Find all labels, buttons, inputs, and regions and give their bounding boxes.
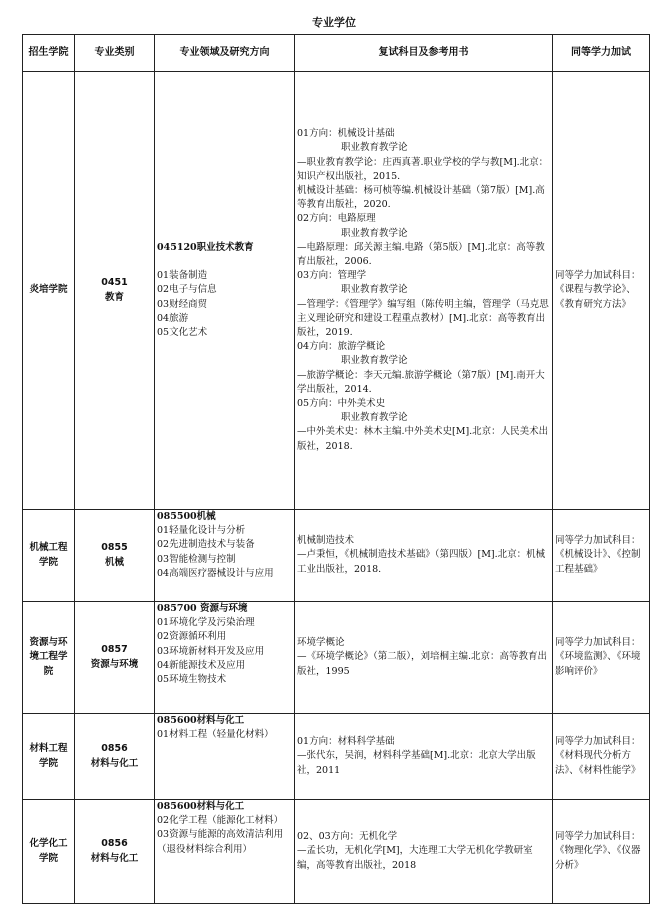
field-cell — [155, 714, 295, 800]
field-item: 03资源与能源的高效清洁利用（退役材料综合利用） — [157, 829, 284, 855]
category-code: 0857 — [101, 644, 128, 656]
college-cell: 化学化工学院 — [23, 800, 75, 904]
field-title: 085600材料与化工 — [157, 801, 245, 812]
book-line: 职业教育教学论 — [341, 355, 408, 367]
book-line: —职业教育教学论：庄西真著.职业学校的学与教[M].北京：知识产权出版社，2015. — [297, 156, 549, 182]
book-line: 环境学概论 — [297, 637, 345, 649]
field-item: 04新能源技术及应用 — [157, 659, 246, 671]
field-item: 03智能检测与控制 — [157, 553, 236, 565]
category-cell — [75, 714, 155, 800]
field-item: 02电子与信息 — [157, 284, 217, 296]
field-item: 01装备制造 — [157, 270, 208, 282]
table-header-row — [23, 35, 650, 72]
category-name: 机械 — [104, 556, 124, 568]
table-row — [23, 510, 650, 602]
category-code: 0856 — [101, 838, 128, 850]
page-title: 专业学位 — [312, 16, 356, 29]
admissions-table — [22, 34, 650, 904]
book-line: —管理学：《管理学》编写组（陈传明主编，管理学（马克思主义理论研究和建设工程重点教材）[M].北京：高等教育出版社，2019. — [297, 298, 549, 338]
table-row — [23, 714, 650, 800]
field-cell — [155, 510, 295, 602]
books-cell — [295, 72, 553, 510]
category-name: 资源与环境 — [90, 658, 139, 670]
field-item: 05环境生物技术 — [157, 674, 227, 686]
field-item: 01材料工程（轻量化材料） — [157, 729, 274, 741]
field-item: 04旅游 — [157, 312, 189, 324]
books-cell — [295, 602, 553, 714]
book-line: 05方向：中外美术史 — [297, 398, 386, 410]
category-name: 材料与化工 — [90, 852, 139, 864]
book-line: 02方向：电路原理 — [297, 213, 376, 225]
category-code: 0451 — [101, 277, 128, 289]
book-line: 职业教育教学论 — [341, 284, 408, 296]
book-line: —孟长功，无机化学[M]，大连理工大学无机化学教研室编，高等教育出版社，2018 — [297, 845, 533, 871]
book-line: —《环境学概论》（第二版），刘培桐主编.北京：高等教育出版社，1995 — [297, 651, 548, 677]
book-line: 01方向：材料科学基础 — [297, 736, 395, 748]
field-item: 02资源循环利用 — [157, 631, 227, 643]
header-books: 复试科目及参考用书 — [295, 35, 553, 72]
book-line: —旅游学概论：李天元编.旅游学概论（第7版）[M].南开大学出版社，2014. — [297, 369, 545, 395]
college-cell: 材料工程学院 — [23, 714, 75, 800]
category-cell — [75, 510, 155, 602]
college-cell: 炎培学院 — [23, 72, 75, 510]
field-item: 02先进制造技术与装备 — [157, 539, 255, 551]
table-row — [23, 72, 650, 510]
field-title: 045120职业技术教育 — [157, 241, 254, 253]
extra-cell: 同等学力加试科目：《机械设计》、《控制工程基础》 — [553, 510, 650, 602]
category-cell — [75, 602, 155, 714]
category-cell — [75, 800, 155, 904]
field-item: 05文化艺术 — [157, 327, 208, 338]
college-cell: 资源与环境工程学院 — [23, 602, 75, 714]
books-cell — [295, 800, 553, 904]
table-row — [23, 602, 650, 714]
field-cell — [155, 602, 295, 714]
book-line: —中外美术史：林木主编.中外美术史[M].北京：人民美术出版社，2018. — [297, 426, 549, 452]
book-line: 04方向：旅游学概论 — [297, 341, 386, 353]
book-line: —电路原理：邱关源主编.电路（第5版）[M].北京：高等教育出版社，2006. — [297, 241, 545, 267]
header-college: 招生学院 — [23, 35, 75, 72]
book-line: 机械制造技术 — [297, 535, 355, 547]
extra-cell: 同等学力加试科目：《材料现代分析方法》、《材料性能学》 — [553, 714, 650, 800]
field-title: 085700 资源与环境 — [157, 603, 248, 614]
header-extra: 同等学力加试 — [553, 35, 650, 72]
field-title: 085600材料与化工 — [157, 715, 245, 726]
book-line: 01方向：机械设计基础 — [297, 128, 395, 140]
field-item: 04高端医疗器械设计与应用 — [157, 567, 274, 579]
book-line: 职业教育教学论 — [341, 227, 408, 239]
header-category: 专业类别 — [75, 35, 155, 72]
extra-cell: 同等学力加试科目：《课程与教学论》、《教育研究方法》 — [553, 72, 650, 510]
field-item: 01轻量化设计与分析 — [157, 525, 246, 537]
header-field: 专业领域及研究方向 — [155, 35, 295, 72]
extra-cell: 同等学力加试科目：《环境监测》、《环境影响评价》 — [553, 602, 650, 714]
book-line: —张代东，吴润，材料科学基础[M].北京：北京大学出版社，2011 — [297, 750, 536, 776]
book-line: 职业教育教学论 — [341, 412, 408, 424]
books-cell — [295, 510, 553, 602]
extra-cell: 同等学力加试科目：《物理化学》、《仪器分析》 — [553, 800, 650, 904]
table-row — [23, 800, 650, 904]
category-code: 0856 — [101, 743, 128, 755]
field-cell — [155, 800, 295, 904]
category-cell — [75, 72, 155, 510]
field-item: 02化学工程（能源化工材料） — [157, 815, 284, 827]
field-cell — [155, 72, 295, 510]
book-line: 机械设计基础：杨可桢等编.机械设计基础（第7版）[M].高等教育出版社，2020. — [297, 184, 545, 211]
book-line: 02、03方向：无机化学 — [297, 831, 398, 843]
book-line: 03方向：管理学 — [297, 270, 367, 282]
field-item: 01环境化学及污染治理 — [157, 617, 255, 629]
field-item: 03环境新材料开发及应用 — [157, 645, 265, 657]
field-title: 085500机械 — [157, 511, 216, 522]
books-cell — [295, 714, 553, 800]
category-name: 材料与化工 — [90, 757, 139, 769]
book-line: —卢秉恒，《机械制造技术基础》（第四版）[M].北京：机械工业出版社，2018. — [297, 549, 546, 575]
category-name: 教育 — [104, 291, 124, 303]
book-line: 职业教育教学论 — [341, 142, 408, 154]
field-item: 03财经商贸 — [157, 298, 208, 310]
category-code: 0855 — [101, 542, 128, 554]
college-cell: 机械工程学院 — [23, 510, 75, 602]
